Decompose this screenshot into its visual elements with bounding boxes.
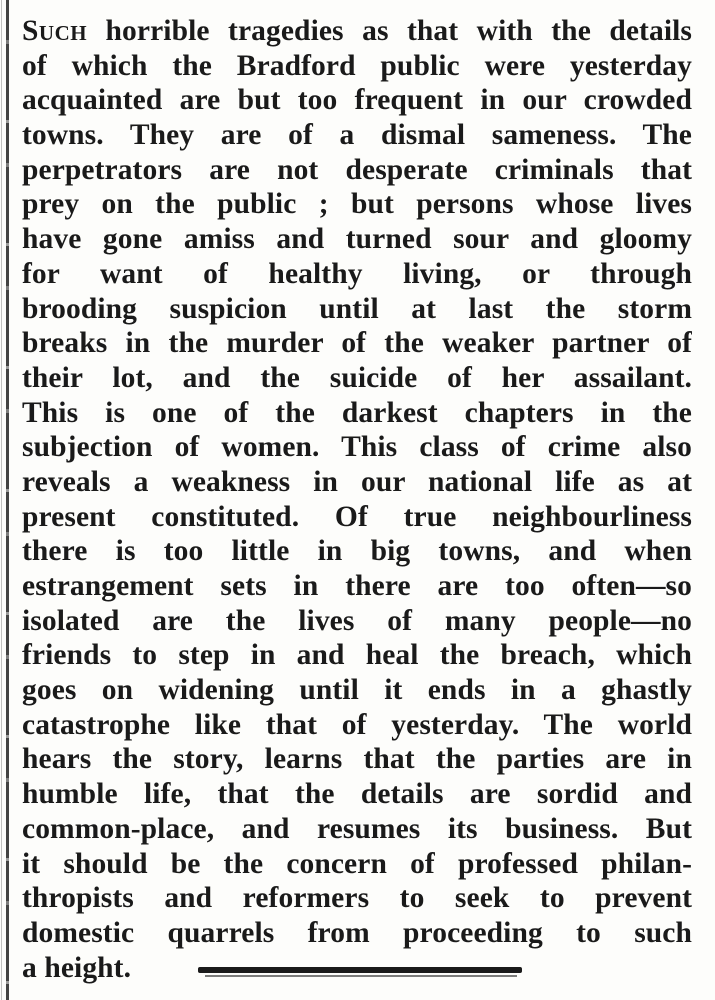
end-of-article-rule-thin [205, 975, 517, 977]
article-line: catastrophe like that of yesterday. The world [22, 708, 692, 741]
article-line: acquainted are but too frequent in our crowded [22, 84, 692, 117]
article-line: thropists and reformers to seek to prevent [22, 882, 692, 915]
article-line: brooding suspicion until at last the storm [22, 292, 692, 325]
article-line: breaks in the murder of the weaker partner of [22, 327, 692, 360]
article-line: This is one of the darkest chapters in the [22, 396, 692, 429]
article-line: common-place, and resumes its business. But [22, 812, 692, 845]
first-word: Such [22, 15, 88, 47]
article-line: their lot, and the suicide of her assailant. [22, 361, 692, 394]
article-line: humble life, that the details are sordid and [22, 778, 692, 811]
article-last-line: a height. [22, 951, 132, 984]
end-of-article-rule [198, 967, 522, 973]
first-line-rest: horrible tragedies as that with the details [87, 15, 692, 47]
article-line: goes on widening until it ends in a ghastly [22, 674, 692, 707]
article-text [22, 14, 692, 985]
column-rule [6, 0, 9, 1000]
article-line: towns. They are of a dismal sameness. The [22, 119, 692, 152]
article-line: estrangement sets in there are too often—so [22, 570, 692, 602]
article-line: domestic quarrels from proceeding to such [22, 916, 692, 949]
article-line: subjection of women. This class of crime also [22, 431, 692, 464]
article-line: for want of healthy living, or through [22, 257, 692, 290]
article-line: of which the Bradford public were yesterday [22, 49, 692, 82]
article-line: present constituted. Of true neighbourliness [22, 500, 692, 533]
article-line: there is too little in big towns, and when [22, 535, 692, 568]
article-line: reveals a weakness in our national life as at [22, 465, 692, 498]
article-line: have gone amiss and turned sour and gloomy [22, 223, 692, 256]
article-line: friends to step in and heal the breach, which [22, 639, 692, 672]
article-line: isolated are the lives of many people—no [22, 604, 692, 637]
column-edge-line [1, 0, 2, 1000]
article-line: hears the story, learns that the parties are in [22, 743, 692, 776]
article-line: it should be the concern of professed philan- [22, 847, 692, 880]
article-line-1 [22, 14, 692, 49]
article-line: prey on the public ; but persons whose lives [22, 188, 692, 221]
article-line: perpetrators are not desperate criminals that [22, 153, 692, 186]
